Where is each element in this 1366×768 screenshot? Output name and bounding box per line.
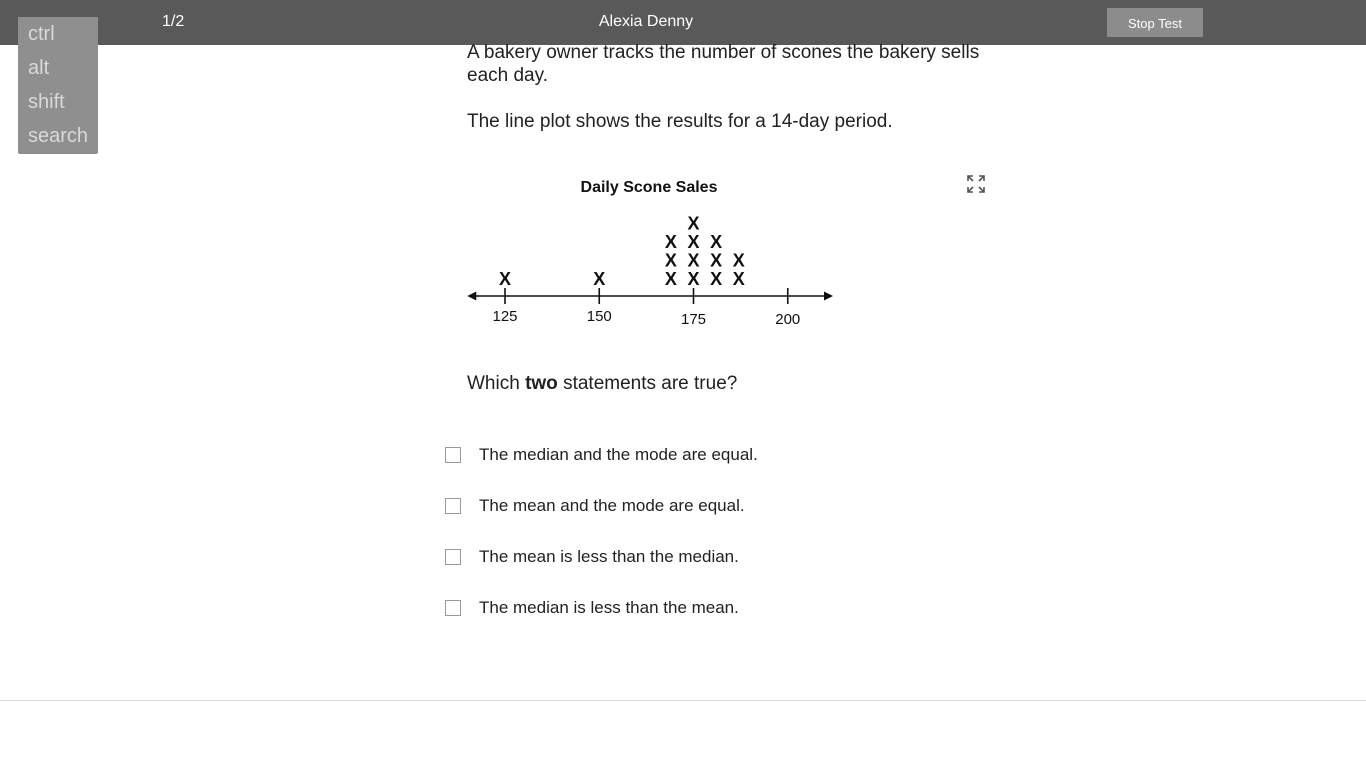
- chart-title: Daily Scone Sales: [580, 179, 718, 196]
- option-c-label: The mean is less than the median.: [479, 547, 739, 566]
- data-mark: X: [710, 232, 723, 252]
- question-prompt: [467, 373, 737, 395]
- option-d-checkbox[interactable]: [445, 600, 461, 616]
- number-line-right-arrow: [824, 292, 833, 301]
- data-mark: X: [710, 250, 723, 271]
- data-mark: X: [732, 250, 745, 271]
- data-mark: X: [664, 269, 677, 289]
- data-mark: X: [498, 269, 512, 289]
- stop-test-button[interactable]: Stop Test: [1107, 8, 1203, 37]
- option-c-checkbox[interactable]: [445, 549, 461, 565]
- expand-icon[interactable]: [966, 174, 986, 194]
- line-plot: [460, 170, 840, 340]
- data-mark: X: [687, 250, 700, 271]
- data-mark: X: [664, 232, 677, 252]
- option-b-checkbox[interactable]: [445, 498, 461, 514]
- footer-divider: [0, 700, 1366, 701]
- student-name: Alexia Denny: [598, 13, 694, 30]
- option-d-label: The median is less than the mean.: [479, 598, 739, 617]
- prompt-text-start: Which: [467, 373, 526, 394]
- keyboard-shortcut-panel: [18, 17, 98, 154]
- question-stem: [467, 41, 987, 133]
- tick-label-150: 150: [586, 308, 612, 325]
- top-bar: [0, 0, 1366, 45]
- option-a-label: The median and the mode are equal.: [479, 445, 758, 464]
- data-mark: X: [593, 269, 606, 289]
- question-detail: The line plot shows the results for a 14-day period.: [467, 111, 893, 132]
- data-mark: X: [687, 232, 700, 252]
- data-mark: X: [664, 250, 677, 271]
- alt-key[interactable]: alt: [28, 57, 50, 79]
- search-key[interactable]: search: [28, 125, 89, 147]
- line-plot-svg: [460, 170, 840, 340]
- question-progress: 1/2: [162, 13, 185, 30]
- data-mark: X: [687, 269, 700, 289]
- tick-label-125: 125: [492, 308, 518, 325]
- prompt-text-end: statements are true?: [557, 373, 738, 394]
- question-intro: A bakery owner tracks the number of scones the bakery sells each day.: [467, 42, 980, 86]
- data-mark: X: [732, 269, 745, 289]
- ctrl-key[interactable]: ctrl: [28, 23, 55, 45]
- tick-label-200: 200: [775, 311, 801, 328]
- option-a-checkbox[interactable]: [445, 447, 461, 463]
- prompt-emphasis: two: [525, 373, 558, 394]
- shift-key[interactable]: shift: [28, 91, 65, 113]
- data-mark: X: [687, 213, 700, 234]
- option-b-label: The mean and the mode are equal.: [479, 496, 745, 515]
- number-line-left-arrow: [467, 292, 476, 301]
- tick-label-175: 175: [680, 311, 707, 328]
- data-mark: X: [710, 269, 723, 289]
